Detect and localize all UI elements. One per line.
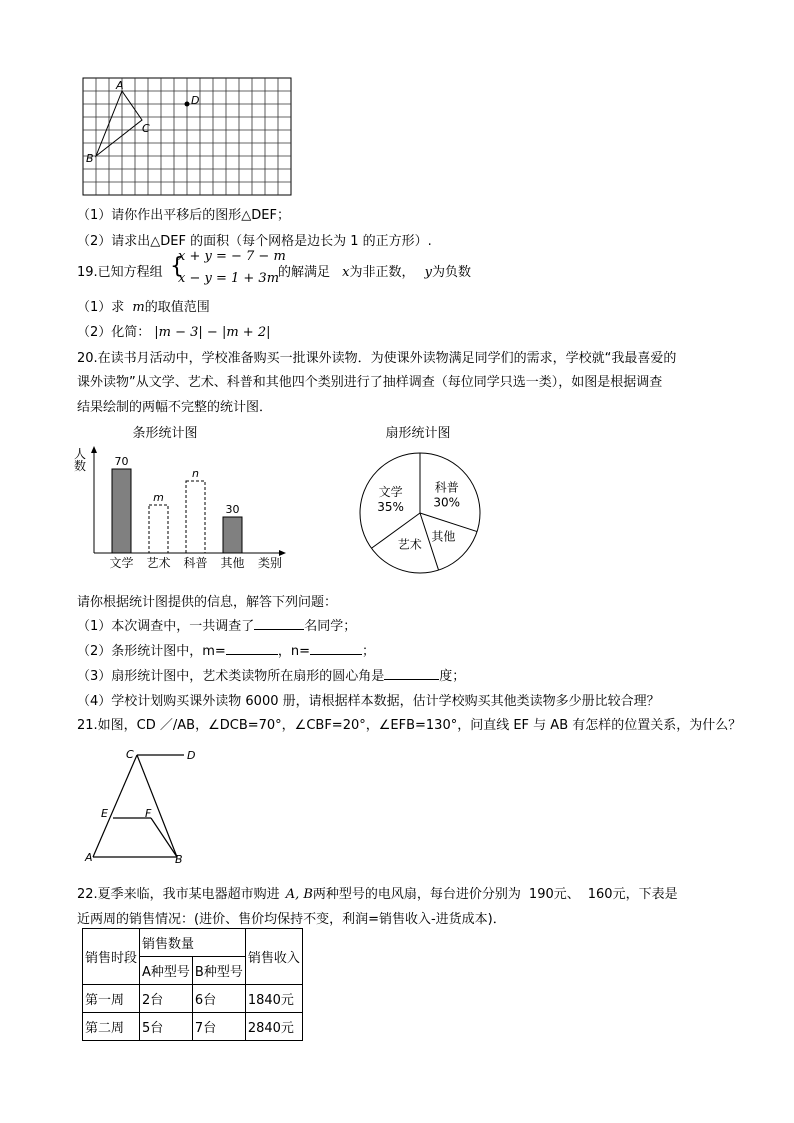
cell-b: 7台 [192,1013,245,1041]
bar-chart [70,420,295,575]
q19-eq2: x − y = 1 + 3m [178,271,280,286]
sales-table [82,928,303,1041]
q20-p3 [77,665,465,684]
label-b: B [175,853,183,866]
q22-price-a: 190元、 [528,887,580,902]
q19-brace: { [170,254,184,279]
label-a: A [116,79,124,92]
q19-part1-b: 的取值范围 [144,300,210,315]
q18-part2: （2）请求出△DEF 的面积（每个网格是边长为 1 的正方形）. [77,234,432,249]
pie-slice-percent: 30% [433,495,461,510]
q19-part1-a: （1）求 [77,300,125,315]
q20-p2 [77,640,375,659]
q20-p1-a: （1）本次调查中，一共调查了 [77,619,255,634]
cell-period: 第二周 [83,1013,140,1041]
pie-slice-label: 其他 [431,529,456,544]
pie-slice-label: 艺术 [397,537,422,552]
bar-value-label: 70 [114,455,129,468]
label-d: D [187,749,196,762]
cell-period: 第一周 [83,985,140,1013]
q19-cond-c: 为负数 [432,265,472,280]
q22-line2: 近两周的销售情况：(进价、售价均保持不变，利润=销售收入-进货成本)． [77,912,506,927]
table-row [83,1013,303,1041]
pie-chart [350,420,490,580]
bar-value-label: 30 [225,503,240,516]
table-row [83,985,303,1013]
answer-blank-m[interactable] [226,642,278,655]
pie-slice-label: 文学 [378,485,403,500]
label-b: B [86,152,94,165]
q20-line3: 结果绘制的两幅不完整的统计图． [77,400,273,415]
bar-chart-title: 条形统计图 [132,426,198,441]
q19-statement [77,261,163,280]
q19-part1-var: m [132,300,145,315]
grid-figure [82,76,294,198]
q20-prompt: 请你根据统计图提供的信息，解答下列问题： [77,595,338,610]
q19-eq1: x + y = − 7 − m [178,249,286,264]
q20-p3-b: 度； [439,669,466,684]
bar-value-label: m [153,491,164,504]
label-f: F [145,807,152,820]
q19-part2-expr: |m − 3| − |m + 2| [154,325,271,340]
q20-p3-a: （3）扇形统计图中，艺术类读物所在扇形的圆心角是 [77,669,385,684]
q19-condition [278,261,471,280]
x-tick-label: 其他 [220,556,245,570]
q20-p4: （4）学校计划购买课外读物 6000 册，请根据样本数据，估计学校购买其他类读物多少册比较合理？ [77,694,660,709]
parallel-figure [84,745,208,867]
cell-a: 5台 [140,1013,193,1041]
q19-var-y: y [424,265,433,280]
q20-p2-a: （2）条形统计图中，m= [77,644,226,659]
pie-slice-label: 科普 [434,480,459,495]
q20-p2-c: ； [361,644,375,659]
q22-models: A, B [285,887,313,902]
cell-income: 2840元 [245,1013,302,1041]
table-header-row [83,929,303,957]
bar-value-label: n [192,467,199,480]
q22-line1 [77,883,678,902]
bar-chart-ylabel-2: 数 [74,459,87,473]
bar-科普 [186,481,205,553]
pie-slice-percent: 35% [377,500,404,515]
q21-text: 21.如图，CD ／/AB，∠DCB=70°，∠CBF=20°，∠EFB=130°，问直线 EF 与 AB 有怎样的位置关系，为什么？ [77,718,742,733]
q18-part1: （1）请你作出平移后的图形△DEF； [77,208,290,223]
cell-a: 2台 [140,985,193,1013]
answer-blank-total[interactable] [254,617,304,630]
q19-part2 [77,321,270,340]
cell-income: 1840元 [245,985,302,1013]
q19-part1 [77,296,210,315]
x-tick-label: 文学 [109,556,134,570]
q20-p1 [77,615,356,634]
q22-line1-b: 两种型号的电风扇，每台进价分别为 [312,887,521,902]
cell-b: 6台 [192,985,245,1013]
x-tick-label: 科普 [183,556,208,570]
answer-blank-angle[interactable] [384,667,439,680]
header-model-b: B种型号 [192,957,245,985]
label-c: C [126,748,134,761]
header-income: 销售收入 [245,929,302,985]
segment-ca [93,755,137,857]
answer-blank-n[interactable] [310,642,362,655]
q19-cond-b: 为非正数， [349,265,415,280]
header-quantity: 销售数量 [140,929,246,957]
q20-line2: 课外读物”从文学、艺术、科普和其他四个类别进行了抽样调查（每位同学只选一类），如图是根据调查 [77,375,663,390]
q20-p1-b: 名同学； [304,619,357,634]
header-period: 销售时段 [83,929,140,985]
bar-chart-ylabel-1: 人 [74,447,87,461]
label-d: D [191,94,200,107]
header-model-a: A种型号 [140,957,193,985]
segment-cb [137,755,177,857]
q19-var-x: x [342,265,350,280]
q22-price-b: 160元，下表是 [587,887,678,902]
q19-cond-a: 的解满足 [278,265,331,280]
label-a: A [85,851,93,864]
label-c: C [142,122,150,135]
y-axis-arrow [91,446,97,453]
pie-chart-title: 扇形统计图 [385,426,451,441]
grid-lines [83,78,291,195]
bar-文学 [112,469,131,553]
q19-part2-a: （2）化简： [77,325,151,340]
x-tick-label: 艺术 [146,556,171,570]
q20-line1: 20.在读书月活动中，学校准备购买一批课外读物．为使课外读物满足同学们的需求，学校就“我最喜爱的 [77,351,677,366]
q20-p2-b: ，n= [277,644,310,659]
bar-chart-xlabel: 类别 [258,556,283,570]
q19-lead: 19.已知方程组 [77,265,163,280]
point-d [185,102,190,107]
bar-艺术 [149,505,168,553]
q22-line1-a: 22.夏季来临，我市某电器超市购进 [77,887,280,902]
label-e: E [101,807,108,820]
bar-其他 [223,517,242,553]
